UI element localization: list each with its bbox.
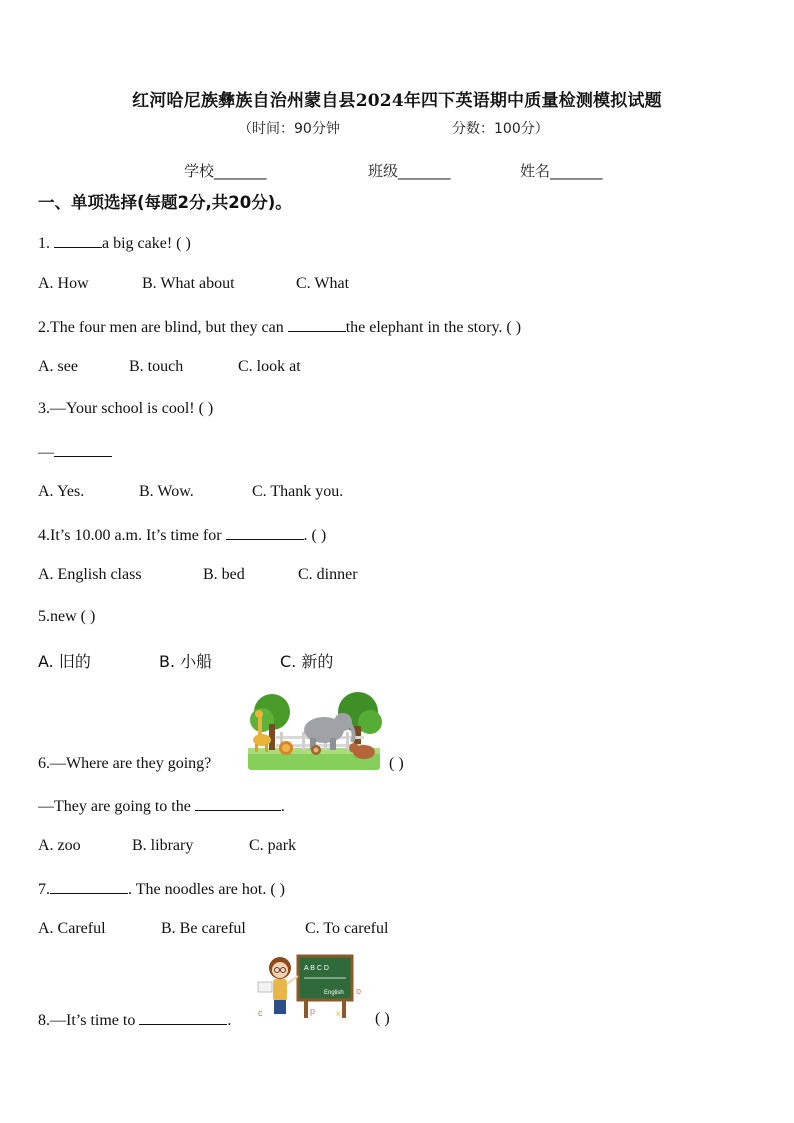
teacher-blackboard-image — [254, 950, 370, 1026]
question-text-end: the elephant in the story. ( ) — [345, 319, 522, 336]
blackboard-letters: A B C D — [304, 965, 329, 972]
q1-option-b: B. What about — [142, 275, 235, 292]
q4-option-c: C. dinner — [298, 566, 358, 583]
question-text-end: . — [227, 1012, 232, 1029]
svg-text:c: c — [258, 1008, 263, 1018]
question-number: 1. — [38, 235, 50, 252]
q7-option-a: A. Careful — [38, 920, 106, 937]
reply-text: —They are going to the — [38, 798, 191, 815]
q3-option-b: B. Wow. — [139, 483, 194, 500]
reply-end: . — [280, 798, 285, 815]
exam-score: 分数：100分） — [452, 121, 549, 137]
q2-option-b: B. touch — [129, 358, 184, 375]
question-text: The four men are blind, but they can — [50, 319, 284, 336]
name-field: 姓名_______ — [520, 162, 603, 180]
school-field: 学校_______ — [184, 162, 267, 180]
question-text: a big cake! ( ) — [102, 235, 191, 252]
zoo-image — [246, 690, 382, 772]
svg-text:o: o — [356, 986, 362, 996]
answer-blank — [139, 1010, 227, 1025]
class-field: 班级_______ — [368, 162, 451, 180]
question-1 — [38, 233, 191, 253]
q5-option-c: C. 新的 — [280, 652, 334, 671]
question-number: 4. — [38, 527, 50, 544]
exam-time: （时间：90分钟 — [238, 121, 340, 137]
section-title: 一、单项选择(每题2分,共20分)。 — [38, 193, 292, 212]
question-6-reply — [38, 796, 285, 816]
q3-option-a: A. Yes. — [38, 483, 85, 500]
q7-option-c: C. To careful — [305, 920, 389, 937]
exam-title: 红河哈尼族彝族自治州蒙自县2024年四下英语期中质量检测模拟试题 — [132, 91, 662, 111]
question-6 — [38, 755, 211, 773]
question-text: . The noodles are hot. ( ) — [128, 881, 285, 898]
question-4 — [38, 525, 326, 545]
question-6-bracket: ( ) — [389, 755, 404, 772]
q5-option-b: B. 小船 — [159, 652, 213, 671]
svg-text:p: p — [310, 1006, 316, 1016]
question-text: new ( ) — [50, 608, 96, 625]
answer-blank — [54, 442, 112, 457]
question-text: —It’s time to — [50, 1012, 136, 1029]
question-number: 7. — [38, 881, 50, 898]
answer-blank — [50, 879, 128, 894]
question-number: 5. — [38, 608, 50, 625]
q7-option-b: B. Be careful — [161, 920, 246, 937]
question-number: 6. — [38, 755, 50, 772]
question-2 — [38, 317, 521, 337]
answer-blank — [54, 233, 102, 248]
q1-option-c: C. What — [296, 275, 350, 292]
svg-text:x: x — [336, 1008, 341, 1018]
answer-blank — [195, 796, 281, 811]
q2-option-a: A. see — [38, 358, 78, 375]
question-8 — [38, 1010, 231, 1030]
q2-option-c: C. look at — [238, 358, 301, 375]
question-3-reply — [38, 442, 112, 462]
q6-option-a: A. zoo — [38, 837, 81, 854]
q3-option-c: C. Thank you. — [252, 483, 344, 500]
question-text: It’s 10.00 a.m. It’s time for — [50, 527, 222, 544]
question-text-end: . ( ) — [303, 527, 327, 544]
q4-option-b: B. bed — [203, 566, 245, 583]
question-8-bracket: ( ) — [375, 1010, 390, 1027]
question-number: 3. — [38, 400, 50, 417]
q4-option-a: A. English class — [38, 566, 142, 583]
answer-blank — [288, 317, 346, 332]
question-number: 8. — [38, 1012, 50, 1029]
question-5 — [38, 608, 95, 626]
q1-option-a: A. How — [38, 275, 89, 292]
question-3 — [38, 400, 213, 418]
question-text: —Where are they going? — [50, 755, 212, 772]
question-number: 2. — [38, 319, 50, 336]
q6-option-c: C. park — [249, 837, 297, 854]
reply-dash: — — [38, 444, 54, 461]
q5-option-a: A. 旧的 — [38, 652, 91, 671]
question-7 — [38, 879, 285, 899]
question-text: —Your school is cool! ( ) — [50, 400, 214, 417]
q6-option-b: B. library — [132, 837, 194, 854]
answer-blank — [226, 525, 304, 540]
blackboard-word: English — [324, 990, 344, 996]
